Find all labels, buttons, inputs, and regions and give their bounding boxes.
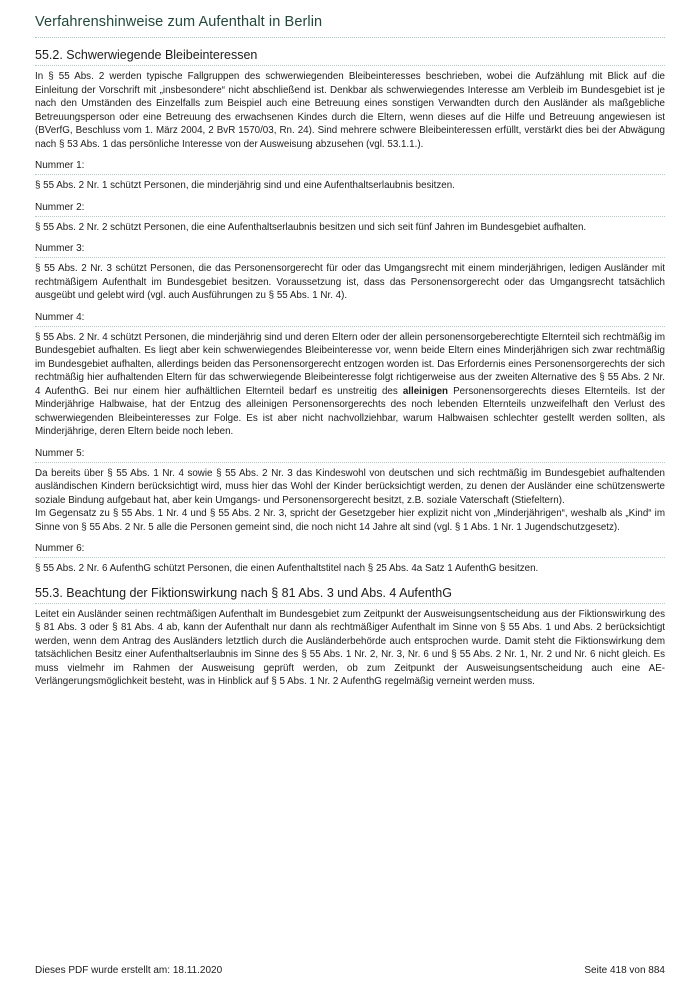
nummer-1-paragraph: § 55 Abs. 2 Nr. 1 schützt Personen, die minderjährig sind und eine Aufenthaltserlaubnis besitzen.: [35, 180, 455, 191]
document-footer: [35, 965, 665, 976]
nummer-5-paragraph-2: Im Gegensatz zu § 55 Abs. 1 Nr. 4 und § 55 Abs. 2 Nr. 3, spricht der Gesetzgeber hier explizit nicht von „Minderjährigen“, weshalb als „Kind“ im Sinne von § 55 Abs. 2 Nr. 5 alle die Personen gemeint sind, die noch nicht 14 Jahre alt sind (vgl. § 1 Abs. 1 Nr. 1 Jugendschutzgesetz).: [35, 508, 665, 533]
nummer-5-heading: Nummer 5:: [35, 448, 665, 463]
nummer-3-paragraph: § 55 Abs. 2 Nr. 3 schützt Personen, die das Personensorgerecht für oder das Umgangsrecht mit einem minderjährigen, ledigen Ausländer mit rechtmäßigem Aufenthalt im Bundesgebiet besitzen. Voraussetzung ist, dass das Personensorgerecht oder das Umgangsrecht tatsächlich ausgeübt und gelebt wird (vgl. auch Ausführungen zu § 55 Abs. 1 Nr. 4).: [35, 263, 665, 301]
nummer-6-paragraph: § 55 Abs. 2 Nr. 6 AufenthG schützt Personen, die einen Aufenthaltstitel nach § 25 Abs. 4a Satz 1 AufenthG besitzen.: [35, 563, 539, 574]
nummer-4-bold-word: alleinigen: [402, 385, 449, 397]
nummer-4-heading: Nummer 4:: [35, 312, 665, 327]
nummer-2-heading: Nummer 2:: [35, 202, 665, 217]
nummer-1-heading: Nummer 1:: [35, 160, 665, 175]
section-55-3-paragraph: Leitet ein Ausländer seinen rechtmäßigen Aufenthalt im Bundesgebiet zum Zeitpunkt der Ausweisungsentscheidung aus der Fiktionswirkung des § 81 Abs. 3 oder § 81 Abs. 4 ab, kann der Aufenthalt nur dann als rechtmäßiger Aufenthalt im Sinne von § 55 Abs. 1 und Abs. 2 berücksichtigt werden, wenn dem Antrag des Ausländers letztlich durch die Ausländerbehörde auch entsprochen wurde. Damit steht die Fiktionswirkung dem tatsächlichen Besitz einer Aufenthaltserlaubnis im Sinne des § 55 Abs. 1 Nr. 2, Nr. 3, Nr. 6 und § 55 Abs. 2 Nr. 1, Nr. 2 und Nr. 6 nicht gleich. Es muss vielmehr im Rahmen der Ausweisung geprüft werden, ob zum Zeitpunkt der Ausweisungsentscheidung auch eine AE-Verlängerungsmöglichkeit besteht, was in Hinblick auf § 5 Abs. 1 Nr. 2 AufenthG regelmäßig verneint werden muss.: [35, 608, 665, 687]
document-title: Verfahrenshinweise zum Aufenthalt in Berlin: [35, 10, 665, 38]
nummer-4-paragraph: [35, 331, 665, 439]
section-55-2-intro-paragraph: In § 55 Abs. 2 werden typische Fallgruppen des schwerwiegenden Bleibeinteresses beschrieben, wobei die Aufzählung mit Blick auf die Einleitung der Vorschrift mit „insbesondere“ nicht abschließend ist. Denkbar als schwerwiegendes Interesse am Verbleib im Bundesgebiet ist je nach den Umständen des Einzelfalls zum Beispiel auch eine Betreuung eines sonstigen Verwandten durch den Ausländer als maßgebliche Betreuungsperson oder eine Betreuung des erwachsenen Kindes durch die Eltern, wenn dieses auf die Hilfe und Betreuung angewiesen ist (BVerfG, Beschluss vom 1. März 2004, 2 BvR 1570/03, Rn. 24). Sind mehrere schwere Bleibeinteressen erfüllt, verstärkt dies bei der Abwägung nach § 53 Abs. 1 das persönliche Interesse von der Ausweisung abzusehen (vgl. 53.1.1.).: [35, 71, 665, 150]
nummer-2-paragraph: § 55 Abs. 2 Nr. 2 schützt Personen, die eine Aufenthaltserlaubnis besitzen und sich seit fünf Jahren im Bundesgebiet aufhalten.: [35, 221, 587, 233]
footer-created-date: Dieses PDF wurde erstellt am: 18.11.2020: [35, 965, 223, 976]
nummer-5-paragraph-1: Da bereits über § 55 Abs. 1 Nr. 4 sowie § 55 Abs. 2 Nr. 3 das Kindeswohl von deutschen und sich rechtmäßig im Bundesgebiet aufhaltenden ausländischen Kindern berücksichtigt wird, muss hier das Wohl der Kinder berücksichtigt werden, zu denen der Ausländer eine schützenswerte soziale Bindung aufgebaut hat, aber kein Umgangs- und Personensorgerecht besitzt, z.B. soziale Vaterschaft (Stiefeltern).: [35, 467, 665, 506]
footer-page-number: Seite 418 von 884: [584, 965, 665, 976]
nummer-3-heading: Nummer 3:: [35, 243, 665, 258]
section-heading-55-3: 55.3. Beachtung der Fiktionswirkung nach § 81 Abs. 3 und Abs. 4 AufenthG: [35, 586, 665, 604]
nummer-6-heading: Nummer 6:: [35, 543, 665, 558]
nummer-4-text-before: § 55 Abs. 2 Nr. 4 schützt Personen, die minderjährig sind und deren Eltern oder der allein personensorgeberechtigte Elternteil sich rechtmäßig im Bundesgebiet aufhalten. Es liegt aber kein schwerwiegendes Bleibeinteresse vor, wenn beide Eltern eines Minderjährigen sich zwar rechtmäßig im Bundesgebiet aufhalten, allerdings beiden das Personensorgerecht entzogen worden ist. Das Erfordernis eines Personensorgerechts der sich rechtmäßig hier aufhaltenden Eltern für das schwerwiegende Bleibeinteresse folgt richtigerweise aus der zweiten Alternative des § 55 Abs. 2 Nr. 4 AufenthG. Bei nur einem hier aufhältlichen Elternteil bedarf es unstreitig des: [35, 331, 665, 397]
nummer-4-text-after: Personensorgerechts dieses Elternteils. Ist der Minderjährige Halbwaise, hat der Entzug des alleinigen Personensorgerechts des noch lebenden Elternteils unzweifelhaft den Verlust des schwerwiegenden Bleibeinteresses zur Folge. Es ist aber nicht nachvollziehbar, warum Halbwaisen schlechter gestellt werden sollten, als Minderjährige, deren Eltern beide noch leben.: [35, 385, 665, 437]
section-heading-55-2: 55.2. Schwerwiegende Bleibeinteressen: [35, 48, 665, 66]
